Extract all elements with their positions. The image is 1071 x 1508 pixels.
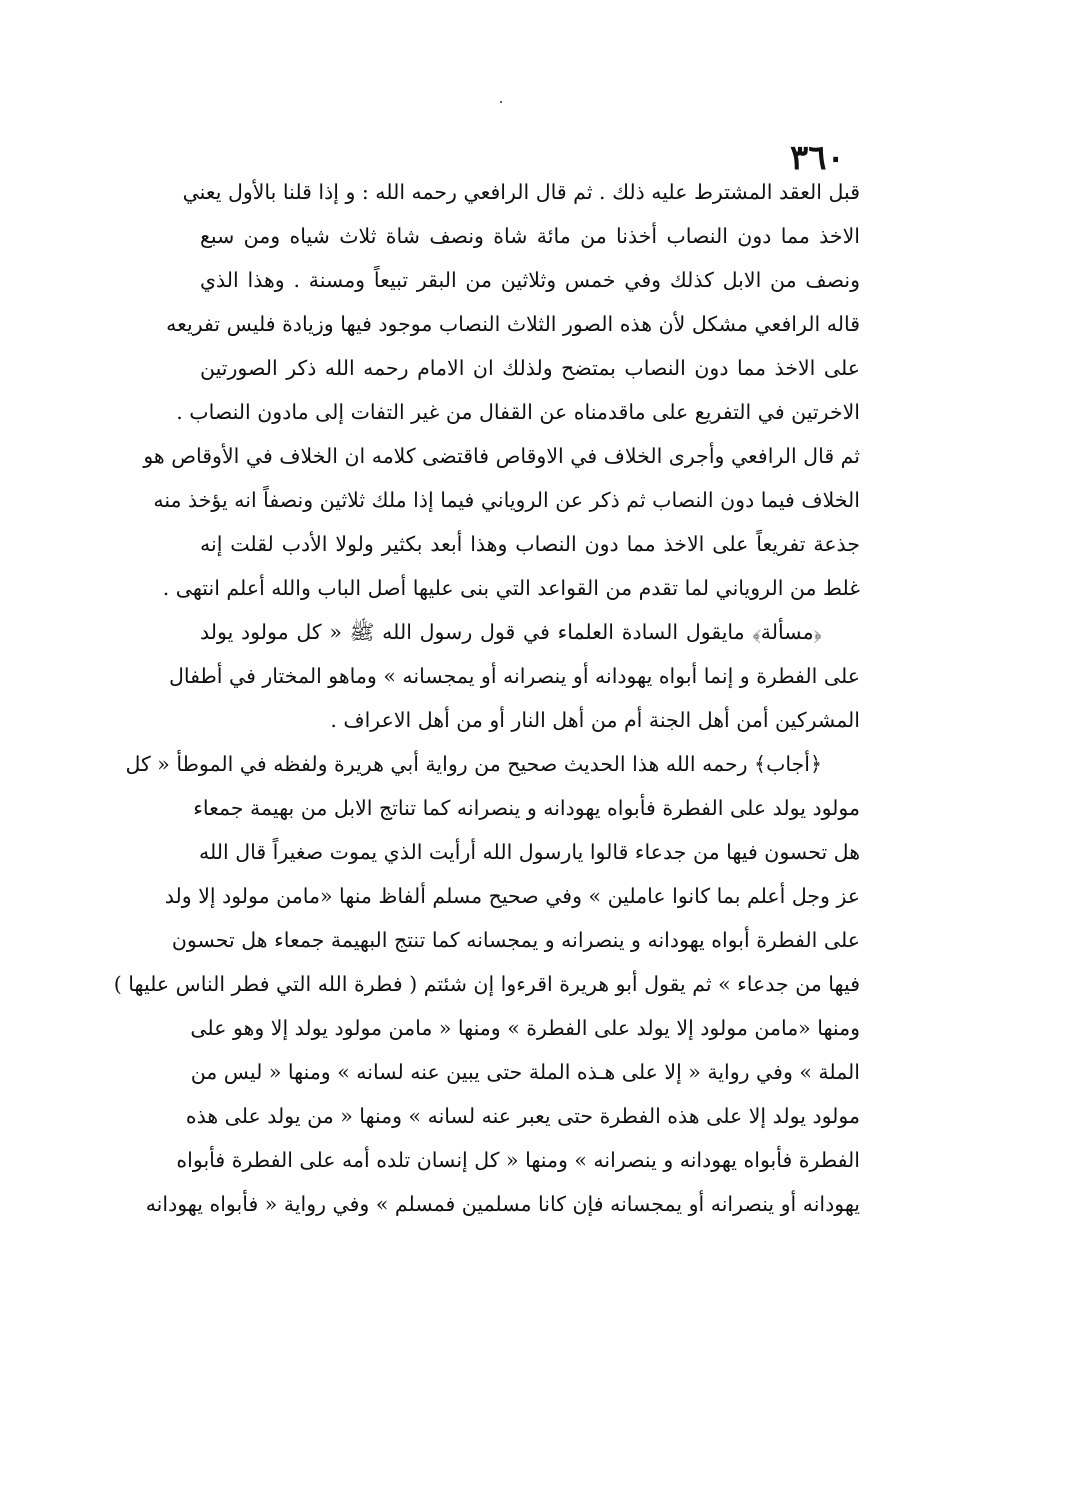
text-line: الاخرتين في التفريع على ماقدمناه عن القفال من غير التفات إلى مادون النصاب . (176, 400, 860, 424)
text-line: قاله الرافعي مشكل لأن هذه الصور الثلاث النصاب موجود فيها وزيادة فليس تفريعه (166, 312, 860, 336)
text-line: عز وجل أعلم بما كانوا عاملين » وفي صحيح مسلم ألفاظ منها «مامن مولود إلا ولد (164, 884, 860, 908)
text-line: على الاخذ مما دون النصاب بمتضح ولذلك ان الامام رحمه الله ذكر الصورتين (200, 356, 860, 380)
text-line: المشركين أمن أهل الجنة أم من أهل النار أو من أهل الاعراف . (330, 708, 860, 732)
text-line: الفطرة فأبواه يهودانه و ينصرانه » ومنها « كل إنسان تلده أمه على الفطرة فأبواه (176, 1148, 860, 1172)
text-line: الاخذ مما دون النصاب أخذنا من مائة شاة ونصف شاة ثلاث شياه ومن سبع (200, 224, 860, 248)
text-line: هل تحسون فيها من جدعاء قالوا يارسول الله أرأيت الذي يموت صغيراً قال الله (198, 840, 860, 864)
text-line: على الفطرة و إنما أبواه يهودانه أو ينصرانه أو يمجسانه » وماهو المختار في أطفال (168, 664, 860, 688)
text-line: ونصف من الابل كذلك وفي خمس وثلاثين من البقر تبيعاً ومسنة . وهذا الذي (200, 268, 860, 292)
text-line: الخلاف فيما دون النصاب ثم ذكر عن الروياني فيما إذا ملك ثلاثين ونصفاً انه يؤخذ منه (153, 488, 860, 512)
text-line: يهودانه أو ينصرانه أو يمجسانه فإن كانا مسلمين فمسلم » وفي رواية « فأبواه يهودانه (145, 1192, 860, 1216)
text-line: ومنها «مامن مولود إلا يولد على الفطرة » ومنها « مامن مولود يولد إلا وهو على (190, 1016, 860, 1040)
question-heading-line: ﴿مسألة﴾ مايقول السادة العلماء في قول رسول الله ﷺ « كل مولود يولد (200, 620, 822, 644)
answer-heading-line: ﴿أجاب﴾ رحمه الله هذا الحديث صحيح من رواية أبي هريرة ولفظه في الموطأ « كل (125, 752, 822, 776)
text-line: مولود يولد على الفطرة فأبواه يهودانه و ينصرانه كما تناتج الابل من بهيمة جمعاء (193, 796, 860, 820)
text-line: الملة » وفي رواية « إلا على هـذه الملة حتى يبين عنه لسانه » ومنها « ليس من (190, 1060, 860, 1084)
scan-speck (500, 101, 502, 103)
text-line: قبل العقد المشترط عليه ذلك . ثم قال الرافعي رحمه الله : و إذا قلنا بالأول يعني (182, 180, 860, 204)
body-text (113, 170, 860, 1226)
page-number: ٣٦٠ (790, 138, 845, 178)
text-line: جذعة تفريعاً على الاخذ مما دون النصاب وهذا أبعد بكثير ولولا الأدب لقلت إنه (200, 532, 860, 556)
text-line: ثم قال الرافعي وأجرى الخلاف في الاوقاص فاقتضى كلامه ان الخلاف في الأوقاص هو (143, 444, 860, 468)
text-line: غلط من الروياني لما تقدم من القواعد التي بنى عليها أصل الباب والله أعلم انتهى . (162, 576, 860, 600)
text-line: على الفطرة أبواه يهودانه و ينصرانه و يمجسانه كما تنتج البهيمة جمعاء هل تحسون (171, 928, 860, 952)
text-line: مولود يولد إلا على هذه الفطرة حتى يعبر عنه لسانه » ومنها « من يولد على هذه (185, 1104, 860, 1128)
text-line: فيها من جدعاء » ثم يقول أبو هريرة اقرءوا إن شئتم ( فطرة الله التي فطر الناس عليها ) (113, 972, 860, 996)
